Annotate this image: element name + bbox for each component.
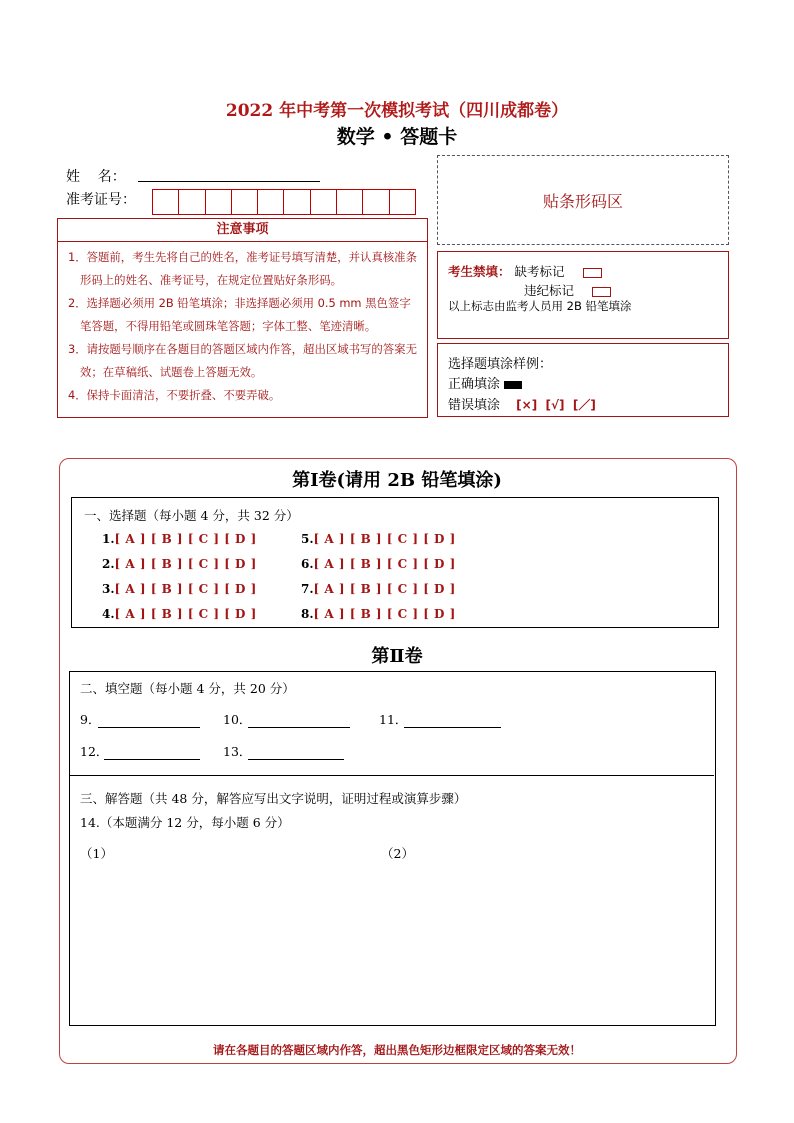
section-divider [69, 775, 714, 776]
name-label: 姓 名： [66, 169, 126, 185]
notice-item: 3．请按题号顺序在各题目的答题区域内作答，超出区域书写的答案无效；在草稿纸、试题卷上答题无效。 [68, 342, 417, 379]
footer-warning: 请在各题目的答题区域内作答，超出黑色矩形边框限定区域的答案无效！ [213, 1043, 581, 1057]
barcode-label: 贴条形码区 [542, 191, 623, 211]
part1-title: 第Ⅰ卷(请用 2B 铅笔填涂) [292, 470, 502, 491]
choice-row[interactable]: 8.[ A ] [ B ] [ C ] [ D ] [301, 607, 456, 621]
id-cell[interactable] [337, 190, 363, 214]
exam-id-boxes[interactable] [152, 189, 416, 215]
solve-section-title: 三、解答题（共 48 分，解答应写出文字说明，证明过程或演算步骤） [80, 791, 467, 806]
notice-item: 2．选择题必须用 2B 铅笔填涂；非选择题必须用 0.5 mm 黑色签字笔答题，不得用铅笔或圆珠笔答题；字体工整、笔迹清晰。 [68, 296, 411, 333]
fill-q12-blank[interactable] [104, 758, 200, 760]
correct-fill-mark [504, 381, 522, 389]
fill-q13-label: 13． [223, 744, 252, 759]
id-cell[interactable] [153, 190, 179, 214]
choice-row[interactable]: 5.[ A ] [ B ] [ C ] [ D ] [301, 532, 456, 546]
exam-title: 2022 年中考第一次模拟考试（四川成都卷） [225, 101, 569, 121]
fill-q9-blank[interactable] [98, 726, 200, 728]
q14-part2-label: （2） [381, 846, 414, 861]
violation-mark-box[interactable] [592, 287, 611, 297]
fill-q10-label: 10． [223, 712, 252, 727]
choice-section-title: 一、选择题（每小题 4 分，共 32 分） [84, 508, 299, 523]
id-cell[interactable] [232, 190, 258, 214]
q14-part1-label: （1） [80, 846, 113, 861]
sample-title: 选择题填涂样例： [448, 357, 553, 372]
choice-row[interactable]: 7.[ A ] [ B ] [ C ] [ D ] [301, 582, 456, 596]
choice-row[interactable]: 6.[ A ] [ B ] [ C ] [ D ] [301, 557, 456, 571]
ban-note: 以上标志由监考人员用 2B 铅笔填涂 [448, 299, 632, 313]
notice-box [57, 218, 428, 418]
absent-label: 缺考标记 [514, 264, 565, 279]
fill-q13-blank[interactable] [248, 758, 344, 760]
q14-answer-area[interactable] [70, 862, 715, 1022]
id-cell[interactable] [363, 190, 389, 214]
choice-box [71, 497, 719, 628]
absent-mark-box[interactable] [583, 268, 602, 278]
correct-label: 正确填涂 [448, 377, 501, 392]
answer-box [69, 671, 716, 1026]
id-cell[interactable] [311, 190, 337, 214]
wrong-marks: [×] [√] [／] [516, 398, 596, 412]
id-cell[interactable] [284, 190, 310, 214]
proctor-box [437, 251, 729, 339]
fill-sample-box [437, 343, 729, 417]
fill-section-title: 二、填空题（每小题 4 分，共 20 分） [80, 681, 295, 696]
fill-q11-blank[interactable] [404, 726, 501, 728]
name-field[interactable] [138, 180, 320, 182]
wrong-label: 错误填涂 [448, 398, 501, 413]
ban-label: 考生禁填： [448, 264, 511, 279]
notice-heading: 注意事项 [58, 219, 427, 242]
fill-q11-label: 11． [379, 712, 408, 727]
card-label: 答题卡 [400, 126, 458, 148]
title-dot: • [381, 126, 394, 148]
part2-title: 第Ⅱ卷 [371, 646, 423, 667]
id-cell[interactable] [179, 190, 205, 214]
choice-row[interactable]: 4.[ A ] [ B ] [ C ] [ D ] [102, 607, 257, 621]
notice-item: 4．保持卡面清洁，不要折叠、不要弄破。 [68, 388, 281, 402]
card-title [0, 122, 794, 149]
fill-q10-blank[interactable] [248, 726, 350, 728]
notice-item: 1．答题前，考生先将自己的姓名，准考证号填写清楚，并认真核准条形码上的姓名、准考证号，在规定位置贴好条形码。 [68, 250, 417, 287]
choice-row[interactable]: 3.[ A ] [ B ] [ C ] [ D ] [102, 582, 257, 596]
choice-row[interactable]: 1.[ A ] [ B ] [ C ] [ D ] [102, 532, 257, 546]
q14-title: 14.（本题满分 12 分，每小题 6 分） [80, 815, 290, 830]
exam-id-label: 准考证号： [66, 192, 136, 208]
fill-q9-label: 9． [80, 712, 101, 727]
id-cell[interactable] [390, 190, 415, 214]
id-cell[interactable] [258, 190, 284, 214]
id-cell[interactable] [206, 190, 232, 214]
choice-row[interactable]: 2.[ A ] [ B ] [ C ] [ D ] [102, 557, 257, 571]
barcode-area [437, 155, 729, 245]
violation-label: 违纪标记 [524, 283, 575, 298]
subject-label: 数学 [336, 126, 375, 148]
fill-q12-label: 12． [80, 744, 109, 759]
